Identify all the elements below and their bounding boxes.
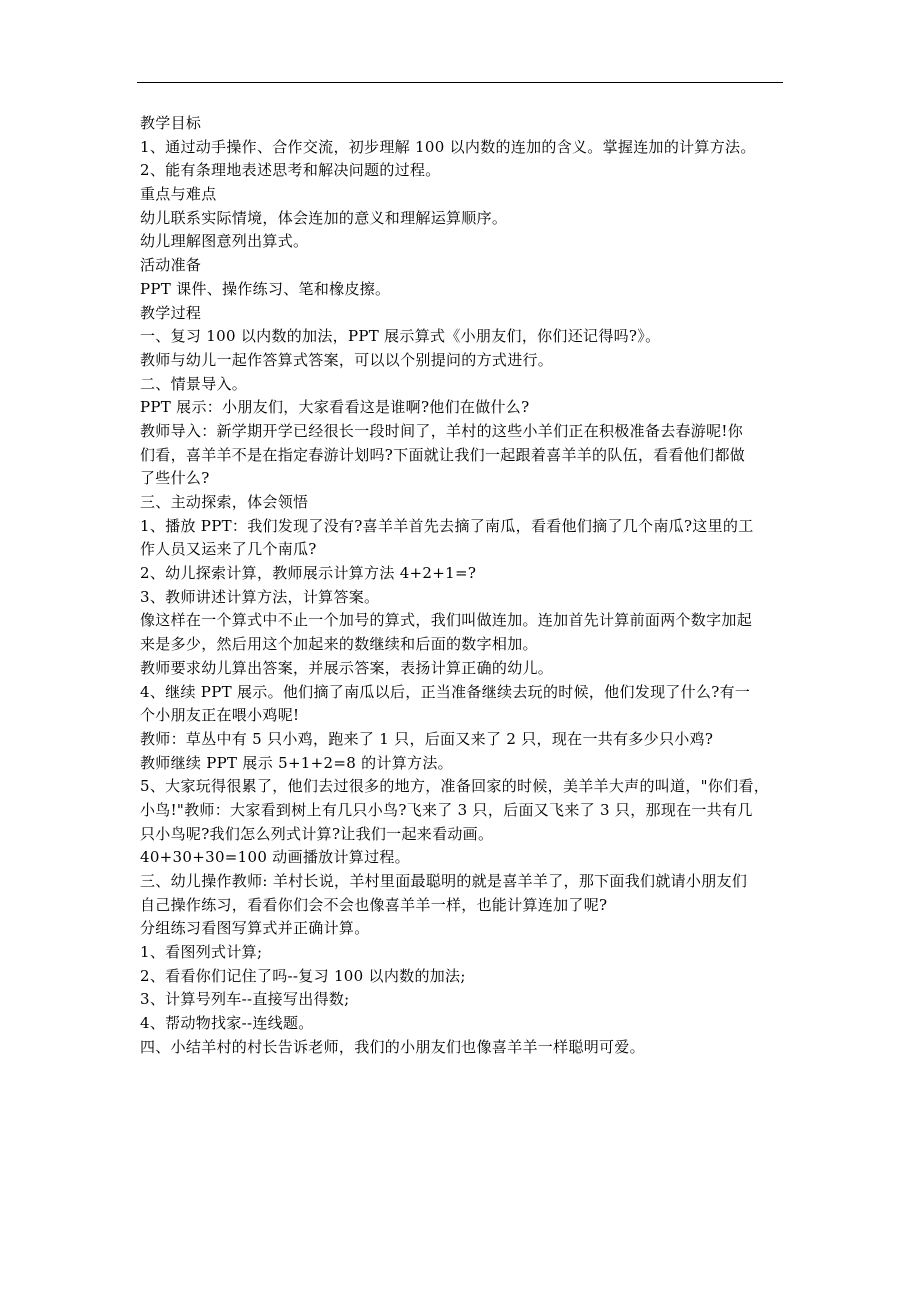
text-line: PPT 展示：小朋友们，大家看看这是谁啊?他们在做什么? — [140, 398, 530, 417]
text-line: 40+30+30=100 动画播放计算过程。 — [140, 848, 410, 867]
text-line: 只小鸟呢?我们怎么列式计算?让我们一起来看动画。 — [140, 824, 494, 843]
text-line: 2、看看你们记住了吗--复习 100 以内数的加法; — [140, 966, 466, 985]
text-line: 一、复习 100 以内数的加法，PPT 展示算式《小朋友们，你们还记得吗?》。 — [140, 327, 661, 346]
text-line: 自己操作练习，看看你们会不会也像喜羊羊一样，也能计算连加了呢? — [140, 895, 608, 914]
text-line: 三、幼儿操作教师: 羊村长说，羊村里面最聪明的就是喜羊羊了，那下面我们就请小朋友们 — [140, 872, 748, 890]
text-line: 1、播放 PPT：我们发现了没有?喜羊羊首先去摘了南瓜，看看他们摘了几个南瓜?这里的工 — [140, 516, 754, 535]
text-line: 分组练习看图写算式并正确计算。 — [140, 919, 370, 938]
text-line: 个小朋友正在喂小鸡呢! — [140, 706, 300, 725]
text-line: 教师导入：新学期开学已经很长一段时间了，羊村的这些小羊们正在积极准备去春游呢!你 — [140, 421, 744, 440]
text-line: 三、主动探索，体会领悟 — [140, 493, 309, 511]
text-line: 4、继续 PPT 展示。他们摘了南瓜以后，正当准备继续去玩的时候，他们发现了什么?有一 — [140, 682, 751, 701]
text-line: 4、帮动物找家--连线题。 — [140, 1014, 314, 1033]
document-body — [140, 112, 786, 1060]
text-line: 1、看图列式计算; — [140, 943, 263, 962]
text-line: 幼儿理解图意列出算式。 — [140, 232, 309, 251]
header-rule — [137, 82, 783, 83]
text-line: 们看，喜羊羊不是在指定春游计划吗?下面就让我们一起跟着喜羊羊的队伍，看看他们都做 — [140, 445, 746, 464]
text-line: 幼儿联系实际情境，体会连加的意义和理解运算顺序。 — [140, 208, 508, 227]
text-line: 像这样在一个算式中不止一个加号的算式，我们叫做连加。连加首先计算前面两个数字加起 — [140, 611, 753, 630]
text-line: 2、幼儿探索计算，教师展示计算方法 4+2+1=? — [140, 564, 477, 583]
text-line: 2、能有条理地表述思考和解决问题的过程。 — [140, 161, 441, 180]
text-line: 小鸟!"教师：大家看到树上有几只小鸟?飞来了 3 只，后面又飞来了 3 只，那现在一共有几 — [140, 800, 753, 819]
heading-teaching-process: 教学过程 — [140, 303, 202, 322]
text-line: 教师：草丛中有 5 只小鸡，跑来了 1 只，后面又来了 2 只，现在一共有多少只小鸡? — [140, 729, 714, 748]
text-line: 3、计算号列车--直接写出得数; — [140, 990, 350, 1009]
text-line: 1、通过动手操作、合作交流，初步理解 100 以内数的连加的含义。掌握连加的计算方法。 — [140, 137, 756, 156]
text-line: 教师与幼儿一起作答算式答案，可以以个别提问的方式进行。 — [140, 350, 554, 369]
text-line: 3、教师讲述计算方法，计算答案。 — [140, 587, 380, 606]
heading-preparation: 活动准备 — [140, 256, 202, 275]
heading-key-points: 重点与难点 — [140, 185, 217, 204]
text-line: 教师要求幼儿算出答案，并展示答案，表扬计算正确的幼儿。 — [140, 658, 554, 677]
heading-teaching-goals: 教学目标 — [140, 114, 202, 132]
text-line: 四、小结羊村的村长告诉老师，我们的小朋友们也像喜羊羊一样聪明可爱。 — [140, 1037, 645, 1056]
text-line: 来是多少，然后用这个加起来的数继续和后面的数字相加。 — [140, 635, 538, 654]
text-line: 了些什么? — [140, 469, 210, 488]
text-line: 作人员又运来了几个南瓜? — [140, 540, 317, 559]
text-line: 5、大家玩得很累了，他们去过很多的地方，准备回家的时候，美羊羊大声的叫道，"你们看， — [140, 777, 770, 796]
text-line: PPT 课件、操作练习、笔和橡皮擦。 — [140, 279, 391, 298]
text-line: 二、情景导入。 — [140, 374, 248, 393]
text-line: 教师继续 PPT 展示 5+1+2=8 的计算方法。 — [140, 753, 453, 772]
